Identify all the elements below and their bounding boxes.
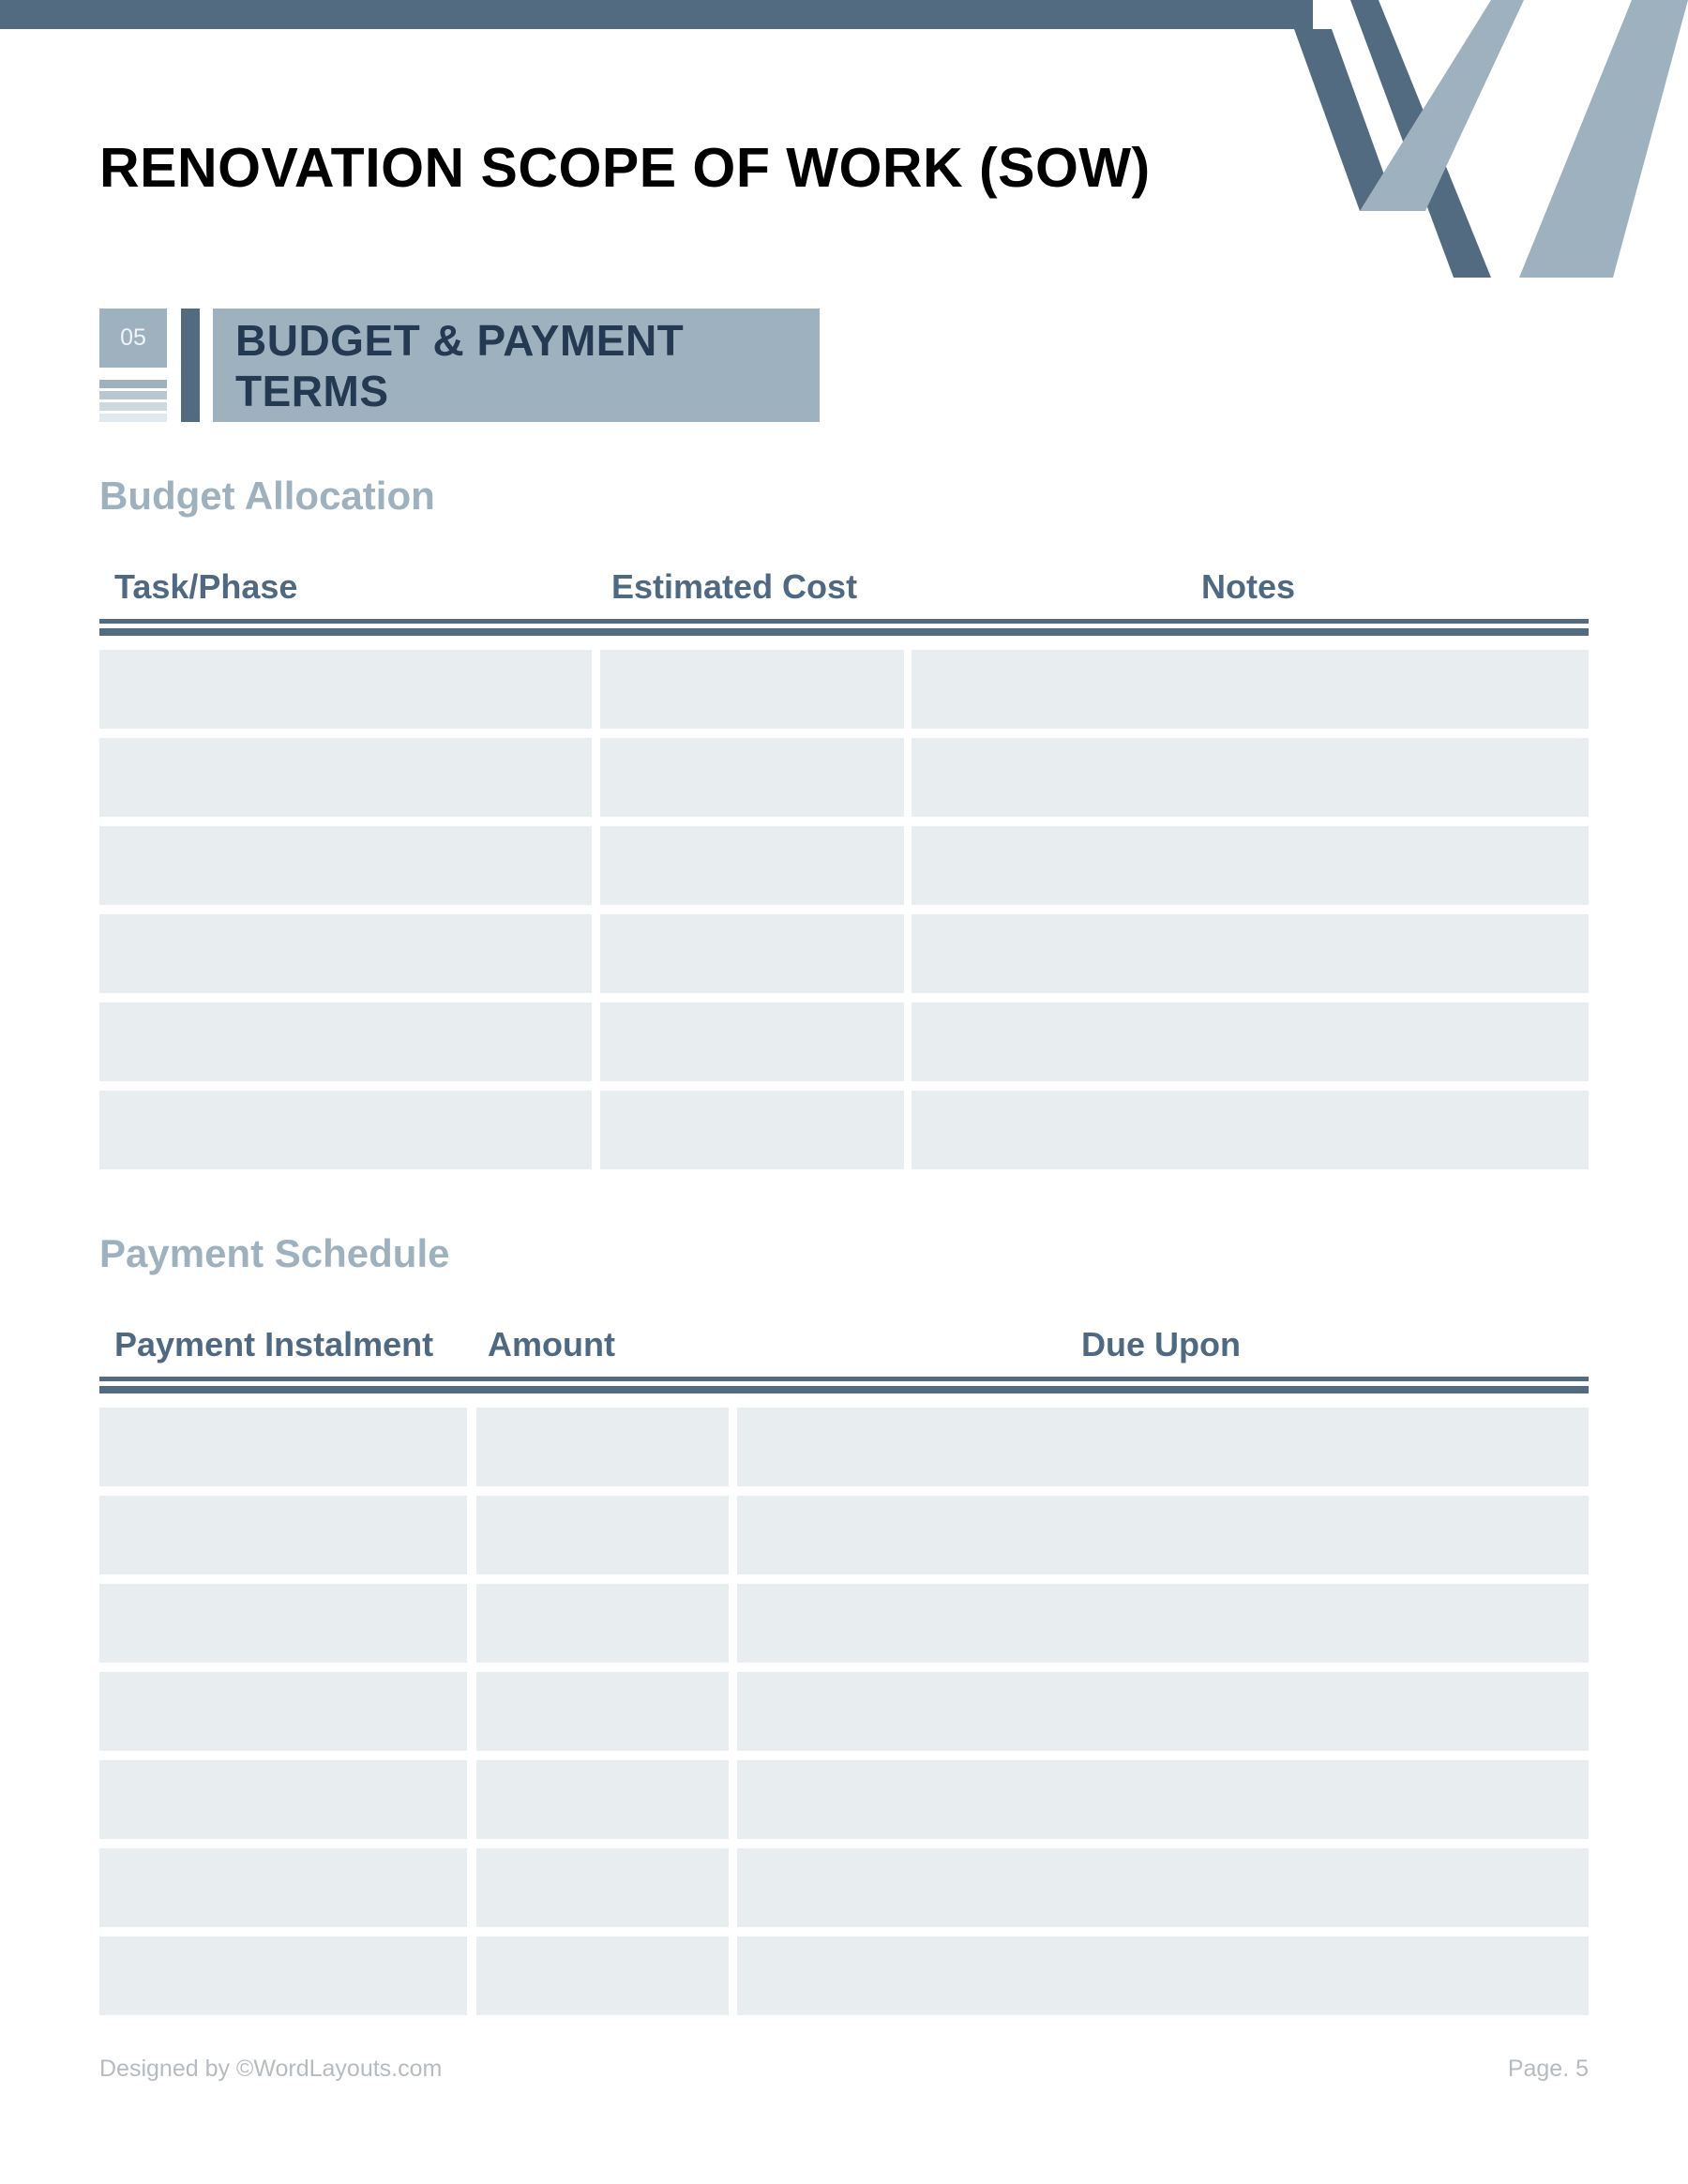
due-upon-cell[interactable]: [737, 1496, 1589, 1574]
estimated-cost-cell[interactable]: [600, 1002, 904, 1081]
task-phase-cell[interactable]: [99, 826, 592, 905]
document-title: RENOVATION SCOPE OF WORK (SOW): [99, 137, 1151, 199]
amount-cell[interactable]: [476, 1760, 729, 1839]
section-number-stripes: [99, 380, 167, 422]
task-phase-cell[interactable]: [99, 1002, 592, 1081]
task-phase-cell[interactable]: [99, 914, 592, 993]
column-header-task-phase: Task/Phase: [114, 567, 298, 606]
page-number: Page. 5: [1507, 2056, 1589, 2082]
due-upon-cell[interactable]: [737, 1672, 1589, 1751]
due-upon-cell[interactable]: [737, 1936, 1589, 2015]
amount-cell[interactable]: [476, 1848, 729, 1927]
estimated-cost-cell[interactable]: [600, 650, 904, 729]
section-number: 05: [99, 309, 167, 368]
notes-cell[interactable]: [912, 914, 1589, 993]
amount-cell[interactable]: [476, 1672, 729, 1751]
table-row: [99, 1936, 1589, 2015]
amount-cell[interactable]: [476, 1496, 729, 1574]
top-accent-bar: [0, 0, 1313, 29]
table-row: [99, 1672, 1589, 1751]
table-row: [99, 1760, 1589, 1839]
due-upon-cell[interactable]: [737, 1408, 1589, 1486]
payment-instalment-cell[interactable]: [99, 1672, 467, 1751]
estimated-cost-cell[interactable]: [600, 1091, 904, 1169]
column-header-payment-instalment: Payment Instalment: [114, 1325, 434, 1363]
header-rule: [99, 619, 1589, 624]
table-row: [99, 1584, 1589, 1663]
column-header-amount: Amount: [488, 1325, 615, 1363]
payment-instalment-cell[interactable]: [99, 1408, 467, 1486]
table-header: [99, 561, 1589, 650]
due-upon-cell[interactable]: [737, 1584, 1589, 1663]
header-rule-thick: [99, 628, 1589, 636]
payment-schedule-table: [99, 1318, 1589, 2025]
payment-instalment-cell[interactable]: [99, 1848, 467, 1927]
table-row: [99, 1091, 1589, 1169]
section-divider-bar: [181, 309, 200, 422]
due-upon-cell[interactable]: [737, 1848, 1589, 1927]
table-row: [99, 1408, 1589, 1486]
estimated-cost-cell[interactable]: [600, 826, 904, 905]
header-rule: [99, 1377, 1589, 1381]
estimated-cost-cell[interactable]: [600, 914, 904, 993]
footer-credit: Designed by ©WordLayouts.com: [99, 2056, 443, 2082]
task-phase-cell[interactable]: [99, 650, 592, 729]
table-row: [99, 1002, 1589, 1081]
notes-cell[interactable]: [912, 650, 1589, 729]
due-upon-cell[interactable]: [737, 1760, 1589, 1839]
column-header-estimated-cost: Estimated Cost: [611, 567, 858, 606]
estimated-cost-cell[interactable]: [600, 738, 904, 817]
payment-instalment-cell[interactable]: [99, 1496, 467, 1574]
table-body: [99, 650, 1589, 1169]
notes-cell[interactable]: [912, 738, 1589, 817]
payment-schedule-heading: Payment Schedule: [99, 1231, 450, 1275]
amount-cell[interactable]: [476, 1408, 729, 1486]
amount-cell[interactable]: [476, 1936, 729, 2015]
budget-allocation-heading: Budget Allocation: [99, 474, 435, 518]
task-phase-cell[interactable]: [99, 1091, 592, 1169]
column-header-notes: Notes: [1201, 567, 1296, 606]
table-row: [99, 1848, 1589, 1927]
table-row: [99, 738, 1589, 817]
header-rule-thick: [99, 1386, 1589, 1393]
task-phase-cell[interactable]: [99, 738, 592, 817]
budget-allocation-table: [99, 561, 1589, 1179]
payment-instalment-cell[interactable]: [99, 1584, 467, 1663]
table-body: [99, 1408, 1589, 2015]
section-title: BUDGET & PAYMENT TERMS: [235, 315, 685, 415]
section-banner: [213, 309, 820, 422]
table-row: [99, 826, 1589, 905]
column-header-due-upon: Due Upon: [1081, 1325, 1241, 1363]
w-ribbon-logo-icon: [1257, 0, 1688, 281]
notes-cell[interactable]: [912, 826, 1589, 905]
payment-instalment-cell[interactable]: [99, 1936, 467, 2015]
payment-instalment-cell[interactable]: [99, 1760, 467, 1839]
notes-cell[interactable]: [912, 1091, 1589, 1169]
notes-cell[interactable]: [912, 1002, 1589, 1081]
table-header: [99, 1318, 1589, 1408]
table-row: [99, 650, 1589, 729]
table-row: [99, 914, 1589, 993]
amount-cell[interactable]: [476, 1584, 729, 1663]
table-row: [99, 1496, 1589, 1574]
